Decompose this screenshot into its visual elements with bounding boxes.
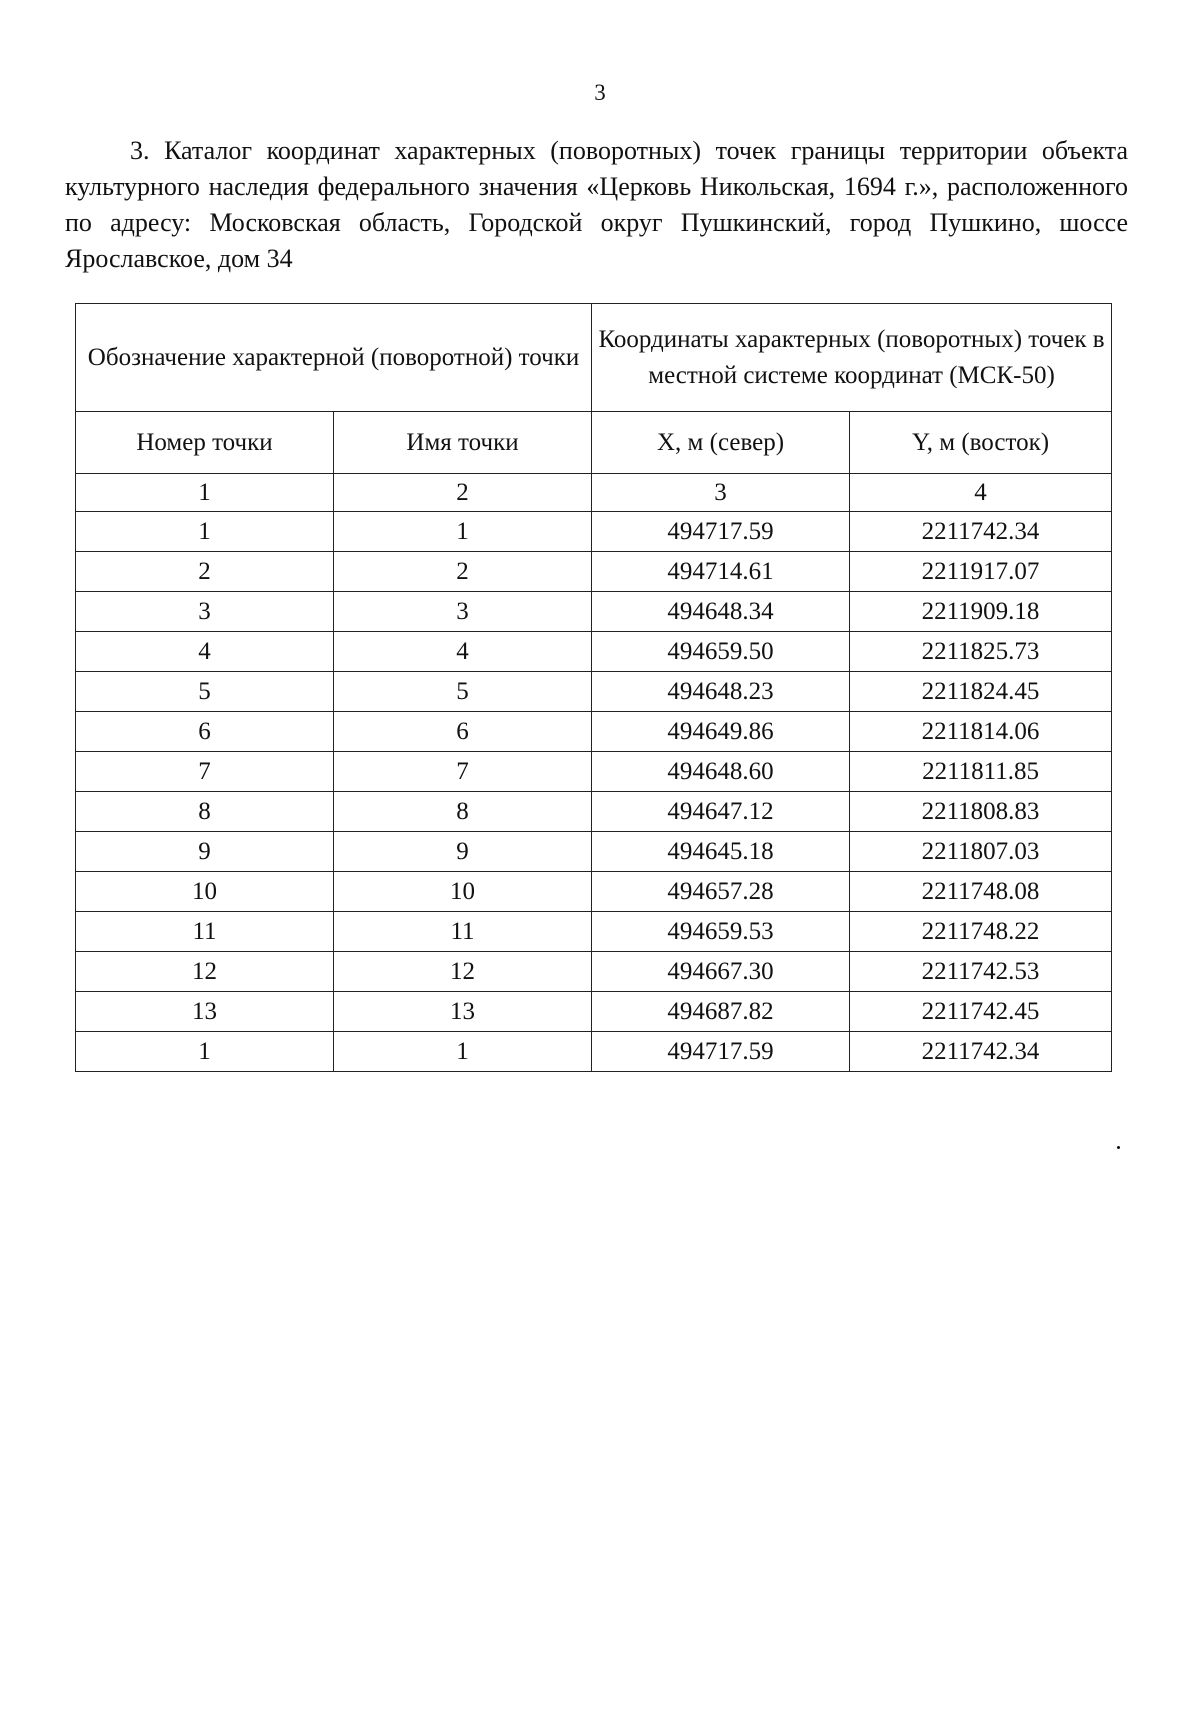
point-name-cell: 12: [334, 952, 592, 992]
point-number-cell: 8: [76, 792, 334, 832]
x-coordinate-cell: 494667.30: [592, 952, 850, 992]
x-coordinate-cell: 494645.18: [592, 832, 850, 872]
point-name-cell: 6: [334, 712, 592, 752]
point-name-cell: 10: [334, 872, 592, 912]
y-coordinate-cell: 2211909.18: [850, 592, 1112, 632]
column-number: 4: [850, 474, 1112, 512]
x-coordinate-cell: 494687.82: [592, 992, 850, 1032]
point-number-cell: 4: [76, 632, 334, 672]
y-coordinate-cell: 2211807.03: [850, 832, 1112, 872]
point-name-cell: 8: [334, 792, 592, 832]
table-row: [76, 672, 1112, 712]
y-coordinate-cell: 2211748.08: [850, 872, 1112, 912]
point-number-cell: 6: [76, 712, 334, 752]
point-number-cell: 12: [76, 952, 334, 992]
y-coordinate-cell: 2211742.34: [850, 512, 1112, 552]
x-coordinate-cell: 494659.50: [592, 632, 850, 672]
table-row: [76, 952, 1112, 992]
point-number-cell: 1: [76, 512, 334, 552]
x-coordinate-cell: 494648.60: [592, 752, 850, 792]
x-coordinate-cell: 494648.34: [592, 592, 850, 632]
column-number-row: [76, 474, 1112, 512]
point-name-cell: 1: [334, 1032, 592, 1072]
x-coordinate-cell: 494657.28: [592, 872, 850, 912]
coordinates-group-header: Координаты характерных (поворотных) точек в местной системе координат (МСК-50): [592, 304, 1112, 412]
table-row: [76, 912, 1112, 952]
point-number-cell: 10: [76, 872, 334, 912]
column-header-row: [76, 412, 1112, 474]
point-number-cell: 9: [76, 832, 334, 872]
point-name-cell: 4: [334, 632, 592, 672]
x-coordinate-cell: 494717.59: [592, 512, 850, 552]
y-coordinate-cell: 2211748.22: [850, 912, 1112, 952]
point-name-cell: 2: [334, 552, 592, 592]
point-name-cell: 5: [334, 672, 592, 712]
column-number: 3: [592, 474, 850, 512]
x-coordinate-cell: 494714.61: [592, 552, 850, 592]
column-header-x-north: X, м (север): [592, 412, 850, 474]
table-row: [76, 832, 1112, 872]
point-number-cell: 1: [76, 1032, 334, 1072]
y-coordinate-cell: 2211917.07: [850, 552, 1112, 592]
point-number-cell: 3: [76, 592, 334, 632]
point-number-cell: 13: [76, 992, 334, 1032]
x-coordinate-cell: 494649.86: [592, 712, 850, 752]
y-coordinate-cell: 2211742.45: [850, 992, 1112, 1032]
table-row: [76, 1032, 1112, 1072]
column-number: 1: [76, 474, 334, 512]
y-coordinate-cell: 2211742.53: [850, 952, 1112, 992]
table-row: [76, 872, 1112, 912]
point-name-cell: 3: [334, 592, 592, 632]
point-name-cell: 11: [334, 912, 592, 952]
column-header-y-east: Y, м (восток): [850, 412, 1112, 474]
table-body: [76, 512, 1112, 1072]
x-coordinate-cell: 494717.59: [592, 1032, 850, 1072]
column-number: 2: [334, 474, 592, 512]
column-header-point-number: Номер точки: [76, 412, 334, 474]
y-coordinate-cell: 2211814.06: [850, 712, 1112, 752]
table-row: [76, 592, 1112, 632]
y-coordinate-cell: 2211808.83: [850, 792, 1112, 832]
x-coordinate-cell: 494659.53: [592, 912, 850, 952]
table-row: [76, 752, 1112, 792]
table-row: [76, 512, 1112, 552]
coordinates-table: [75, 303, 1112, 1072]
table-row: [76, 792, 1112, 832]
column-header-point-name: Имя точки: [334, 412, 592, 474]
y-coordinate-cell: 2211742.34: [850, 1032, 1112, 1072]
point-name-cell: 9: [334, 832, 592, 872]
point-number-cell: 5: [76, 672, 334, 712]
table-row: [76, 632, 1112, 672]
point-number-cell: 7: [76, 752, 334, 792]
y-coordinate-cell: 2211824.45: [850, 672, 1112, 712]
point-number-cell: 11: [76, 912, 334, 952]
y-coordinate-cell: 2211811.85: [850, 752, 1112, 792]
table-row: [76, 552, 1112, 592]
designation-group-header: Обозначение характерной (поворотной) точки: [76, 304, 592, 412]
coordinates-table-container: [75, 303, 1111, 1072]
point-number-cell: 2: [76, 552, 334, 592]
point-name-cell: 7: [334, 752, 592, 792]
table-row: [76, 712, 1112, 752]
point-name-cell: 13: [334, 992, 592, 1032]
y-coordinate-cell: 2211825.73: [850, 632, 1112, 672]
point-name-cell: 1: [334, 512, 592, 552]
stray-dot: [1117, 1146, 1120, 1149]
page-number: 3: [594, 80, 606, 105]
intro-paragraph: 3. Каталог координат характерных (поворотных) точек границы территории объекта культурного наследия федерального значения «Церковь Никольская, 1694 г.», расположенного по адресу: Московская область, Городской округ Пушкинский, город Пушкино, шоссе Ярославское, дом 34: [65, 136, 1128, 273]
group-header-row: [76, 304, 1112, 412]
x-coordinate-cell: 494647.12: [592, 792, 850, 832]
table-row: [76, 992, 1112, 1032]
x-coordinate-cell: 494648.23: [592, 672, 850, 712]
